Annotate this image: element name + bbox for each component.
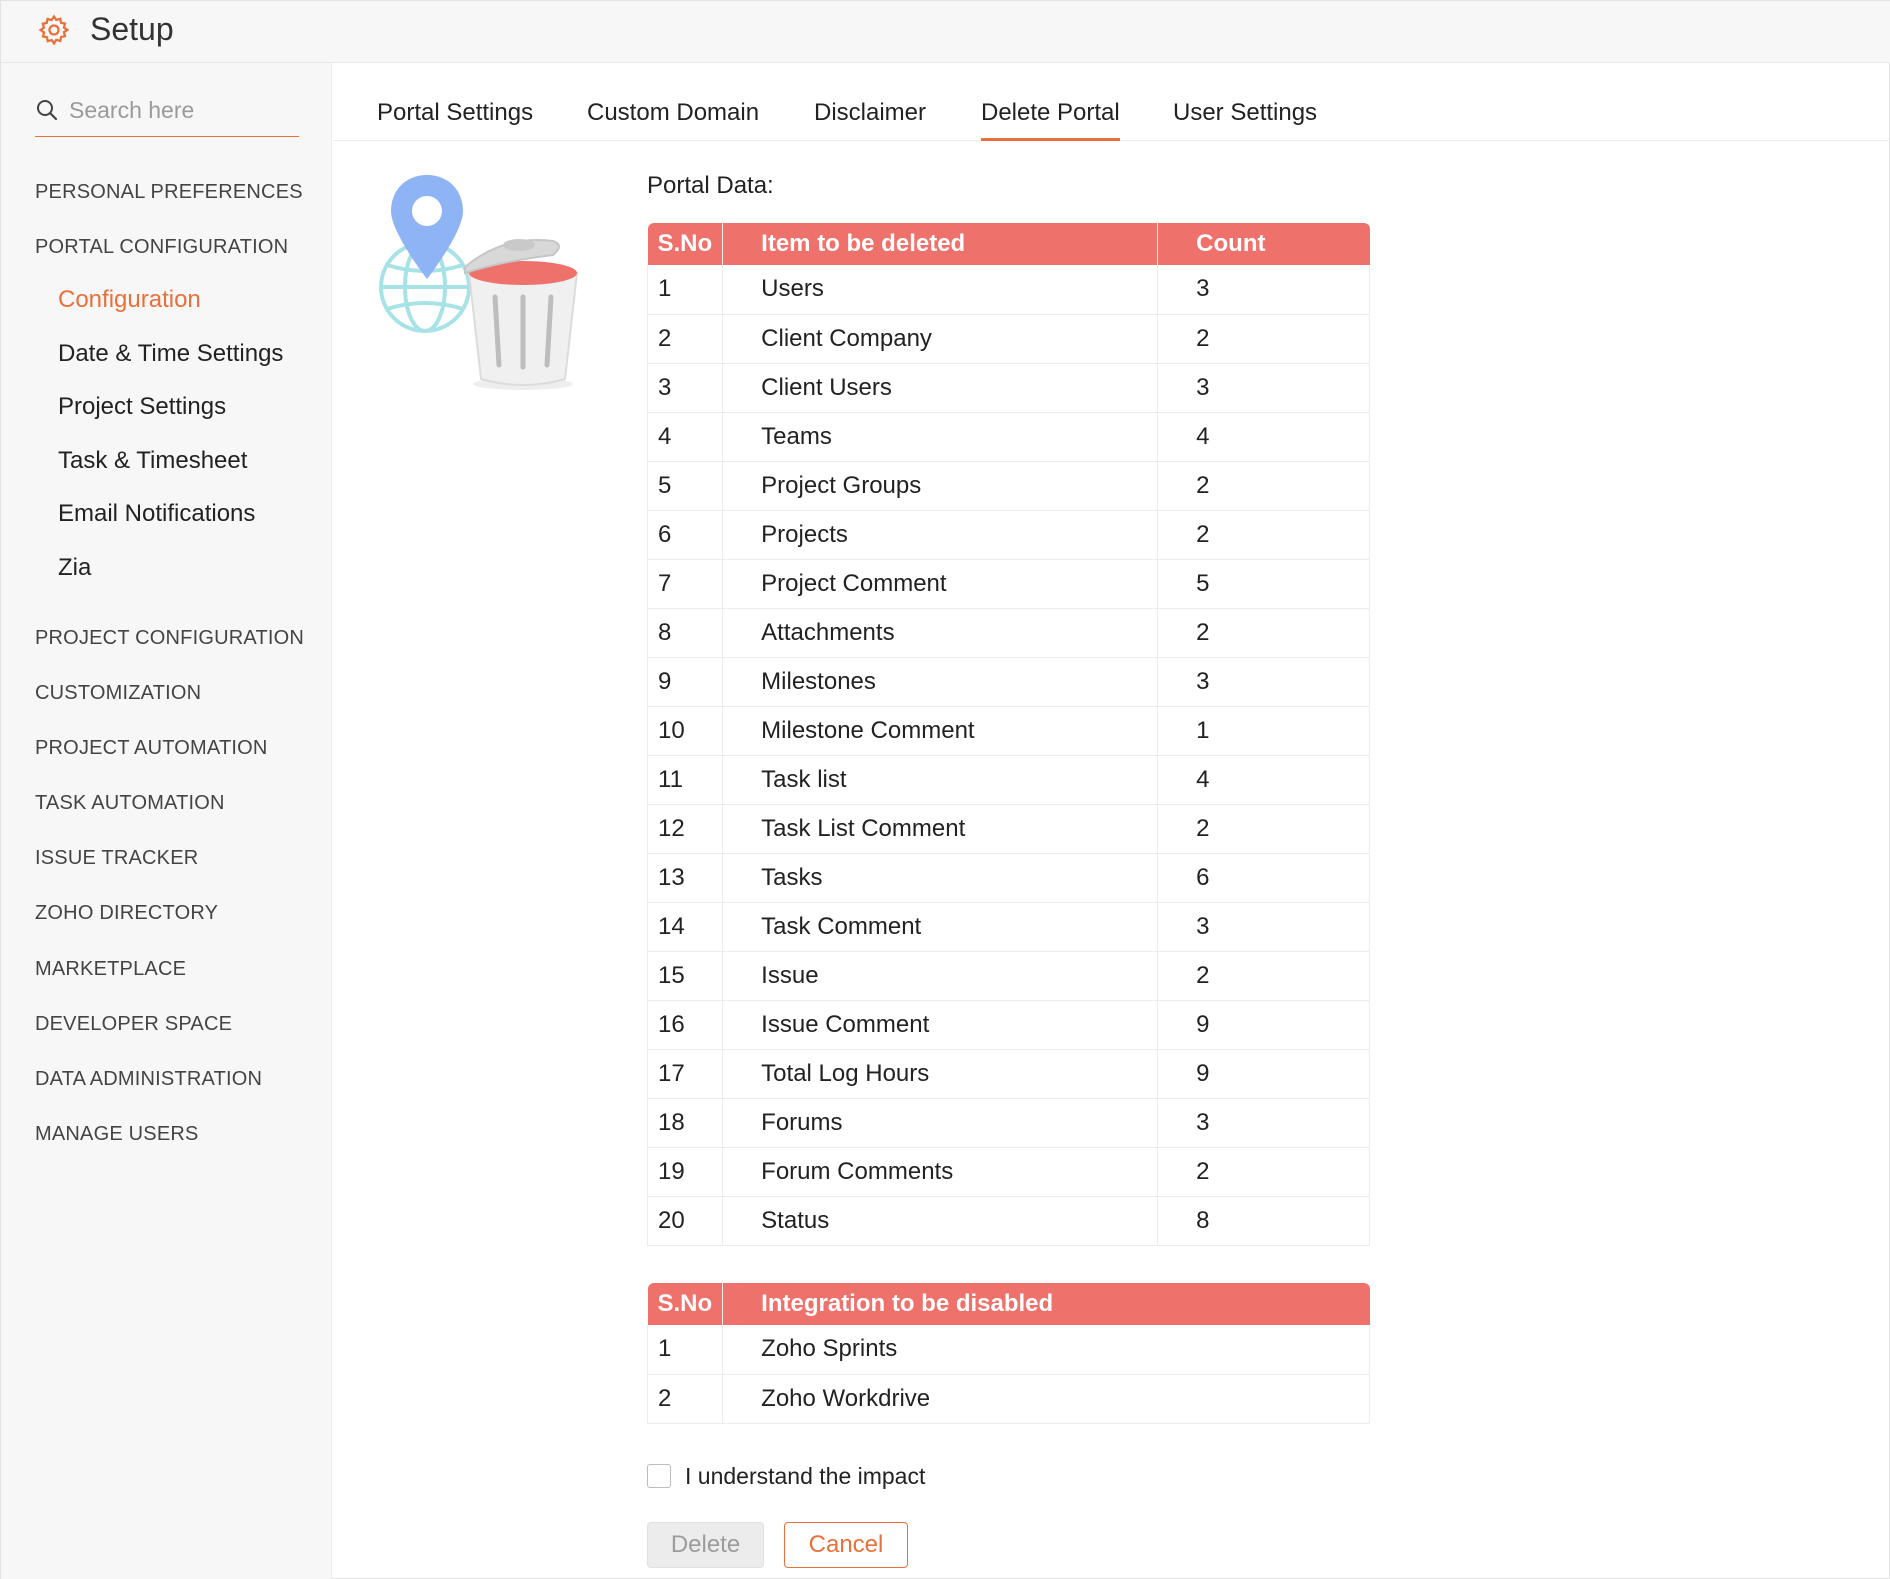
cell-integration: Zoho Workdrive (723, 1374, 1370, 1423)
delete-portal-illustration (373, 169, 583, 399)
cell-count: 2 (1158, 461, 1370, 510)
tab-bar (333, 63, 1890, 141)
cell-item: Total Log Hours (723, 1049, 1158, 1098)
cell-count: 9 (1158, 1049, 1370, 1098)
cell-count: 3 (1158, 265, 1370, 314)
sidebar (1, 63, 332, 1579)
delete-button[interactable]: Delete (647, 1522, 764, 1568)
cell-count: 3 (1158, 1098, 1370, 1147)
cell-sno: 7 (648, 559, 723, 608)
search-icon (35, 98, 59, 122)
cell-sno: 10 (648, 706, 723, 755)
cell-item: Task list (723, 755, 1158, 804)
cell-item: Teams (723, 412, 1158, 461)
table-header-row (648, 223, 1370, 265)
cell-count: 9 (1158, 1000, 1370, 1049)
sidebar-item-zia[interactable]: Zia (58, 554, 92, 581)
cell-item: Users (723, 265, 1158, 314)
cell-sno: 11 (648, 755, 723, 804)
cell-count: 2 (1158, 951, 1370, 1000)
cell-item: Project Comment (723, 559, 1158, 608)
cell-sno: 14 (648, 902, 723, 951)
cell-count: 2 (1158, 510, 1370, 559)
cell-item: Tasks (723, 853, 1158, 902)
sidebar-section-data-administration[interactable]: DATA ADMINISTRATION (35, 1068, 263, 1090)
cell-sno: 6 (648, 510, 723, 559)
gear-icon (37, 13, 71, 47)
sidebar-section-personal-preferences[interactable]: PERSONAL PREFERENCES (35, 181, 303, 203)
cell-sno: 1 (648, 1325, 723, 1374)
integrations-table (647, 1283, 1370, 1424)
cell-item: Forum Comments (723, 1147, 1158, 1196)
cell-item: Milestone Comment (723, 706, 1158, 755)
table-row (648, 265, 1370, 314)
cell-count: 6 (1158, 853, 1370, 902)
column-header-count: Count (1158, 223, 1370, 265)
cell-item: Project Groups (723, 461, 1158, 510)
cell-sno: 4 (648, 412, 723, 461)
column-header-sno: S.No (648, 223, 723, 265)
column-header-item: Item to be deleted (723, 223, 1158, 265)
cell-item: Attachments (723, 608, 1158, 657)
cell-count: 3 (1158, 902, 1370, 951)
sidebar-section-portal-configuration[interactable]: PORTAL CONFIGURATION (35, 236, 289, 258)
table-row (648, 755, 1370, 804)
cell-count: 2 (1158, 1147, 1370, 1196)
column-header-integration: Integration to be disabled (723, 1283, 1370, 1325)
tab-portal-settings[interactable]: Portal Settings (377, 99, 534, 126)
understand-impact-label[interactable]: I understand the impact (685, 1462, 926, 1489)
cell-sno: 2 (648, 314, 723, 363)
portal-data-label: Portal Data: (647, 172, 774, 199)
cell-count: 3 (1158, 363, 1370, 412)
table-row (648, 1196, 1370, 1245)
table-row (648, 1325, 1370, 1374)
cell-item: Forums (723, 1098, 1158, 1147)
cell-sno: 18 (648, 1098, 723, 1147)
table-row (648, 951, 1370, 1000)
cell-count: 5 (1158, 559, 1370, 608)
cell-sno: 20 (648, 1196, 723, 1245)
tab-disclaimer[interactable]: Disclaimer (814, 99, 927, 126)
sidebar-item-date-time-settings[interactable]: Date & Time Settings (58, 340, 284, 367)
table-row (648, 608, 1370, 657)
table-row (648, 853, 1370, 902)
cell-count: 4 (1158, 412, 1370, 461)
sidebar-section-task-automation[interactable]: TASK AUTOMATION (35, 792, 225, 814)
table-row (648, 1049, 1370, 1098)
table-row (648, 461, 1370, 510)
cell-sno: 5 (648, 461, 723, 510)
table-row (648, 412, 1370, 461)
table-row (648, 1147, 1370, 1196)
cell-item: Status (723, 1196, 1158, 1245)
cell-item: Milestones (723, 657, 1158, 706)
cell-count: 8 (1158, 1196, 1370, 1245)
page-title: Setup (90, 11, 174, 47)
cell-item: Client Users (723, 363, 1158, 412)
table-row (648, 510, 1370, 559)
cell-count: 2 (1158, 804, 1370, 853)
cell-sno: 3 (648, 363, 723, 412)
cell-sno: 17 (648, 1049, 723, 1098)
sidebar-section-manage-users[interactable]: MANAGE USERS (35, 1123, 199, 1145)
table-row (648, 363, 1370, 412)
tab-user-settings[interactable]: User Settings (1173, 99, 1318, 126)
cell-sno: 1 (648, 265, 723, 314)
cell-count: 4 (1158, 755, 1370, 804)
portal-data-table (647, 223, 1370, 1246)
cell-sno: 8 (648, 608, 723, 657)
sidebar-section-developer-space[interactable]: DEVELOPER SPACE (35, 1013, 233, 1035)
cell-sno: 9 (648, 657, 723, 706)
sidebar-section-zoho-directory[interactable]: ZOHO DIRECTORY (35, 902, 219, 924)
search-box (35, 87, 299, 137)
cell-count: 2 (1158, 314, 1370, 363)
cell-sno: 19 (648, 1147, 723, 1196)
cell-item: Issue (723, 951, 1158, 1000)
cell-sno: 12 (648, 804, 723, 853)
cell-integration: Zoho Sprints (723, 1325, 1370, 1374)
column-header-sno: S.No (648, 1283, 723, 1325)
sidebar-section-project-configuration[interactable]: PROJECT CONFIGURATION (35, 627, 305, 649)
table-row (648, 559, 1370, 608)
cancel-button[interactable]: Cancel (784, 1522, 908, 1568)
cell-count: 1 (1158, 706, 1370, 755)
sidebar-section-marketplace[interactable]: MARKETPLACE (35, 958, 187, 980)
cell-sno: 15 (648, 951, 723, 1000)
tab-delete-portal[interactable]: Delete Portal (981, 99, 1120, 141)
table-row (648, 657, 1370, 706)
cell-item: Issue Comment (723, 1000, 1158, 1049)
table-row (648, 706, 1370, 755)
cell-item: Client Company (723, 314, 1158, 363)
sidebar-section-customization[interactable]: CUSTOMIZATION (35, 682, 202, 704)
acknowledge-row (647, 1461, 925, 1491)
sidebar-item-email-notifications[interactable]: Email Notifications (58, 500, 256, 527)
cell-count: 2 (1158, 608, 1370, 657)
cell-sno: 2 (648, 1374, 723, 1423)
table-header-row (648, 1283, 1370, 1325)
sidebar-item-project-settings[interactable]: Project Settings (58, 393, 227, 420)
table-row (648, 1098, 1370, 1147)
table-row (648, 804, 1370, 853)
table-row (648, 902, 1370, 951)
tab-custom-domain[interactable]: Custom Domain (587, 99, 760, 126)
cell-count: 3 (1158, 657, 1370, 706)
sidebar-item-task-timesheet[interactable]: Task & Timesheet (58, 447, 248, 474)
sidebar-section-project-automation[interactable]: PROJECT AUTOMATION (35, 737, 268, 759)
cell-item: Task Comment (723, 902, 1158, 951)
header-bar (1, 1, 1890, 63)
search-input[interactable] (69, 93, 295, 127)
understand-impact-checkbox[interactable] (647, 1464, 671, 1488)
table-row (648, 314, 1370, 363)
cell-sno: 16 (648, 1000, 723, 1049)
table-row (648, 1000, 1370, 1049)
cell-item: Projects (723, 510, 1158, 559)
sidebar-section-issue-tracker[interactable]: ISSUE TRACKER (35, 847, 199, 869)
cell-sno: 13 (648, 853, 723, 902)
sidebar-item-configuration[interactable]: Configuration (58, 286, 201, 313)
cell-item: Task List Comment (723, 804, 1158, 853)
table-row (648, 1374, 1370, 1423)
